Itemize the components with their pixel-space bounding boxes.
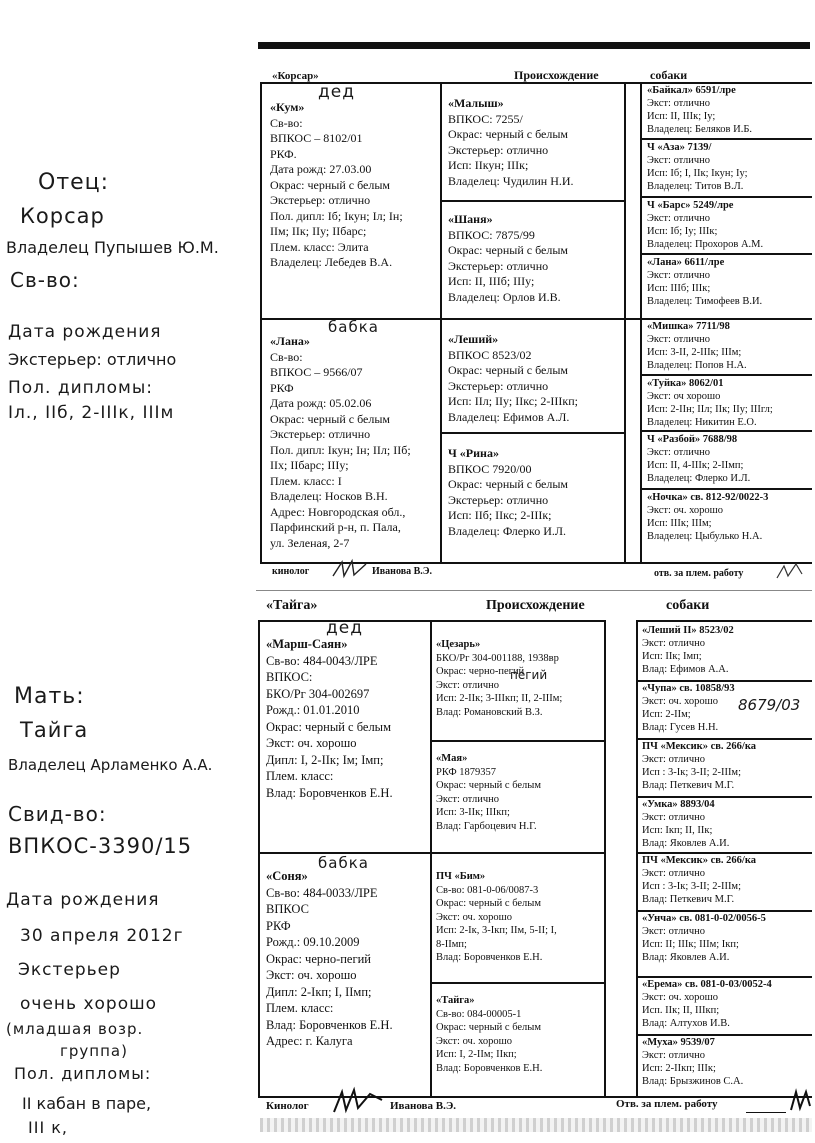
top-gen2-line: Ч «Рина» [448,446,499,460]
top-gen3-line: Экст: отлично [647,155,711,166]
top-grandmother-line: Парфинский р-н, п. Пала, [270,520,401,534]
top-gen3-line: Исп: IIIк; IIIм; [647,518,712,529]
bottom-gen2-line: Влад: Романовский В.З. [436,706,543,718]
bottom-grid-col3 [636,620,638,1096]
top-gen2-line: ВПКОС 8523/02 [448,347,532,362]
bottom-gen2-line: Исп: 2-IIк; 3-IIIкп; II, 2-IIIм; [436,693,563,704]
bottom-gen3-line: «Муха» 9539/07 [642,1037,715,1048]
top-grandmother-line: Плем. класс: I [270,473,342,488]
top-gen2-4 [448,446,568,539]
top-grandmother-line: РКФ [270,380,294,395]
top-gen2-line: Владелец: Чудилин Н.И. [448,173,574,188]
top-gen2-line: Экстерьер: отлично [448,142,549,157]
bottom-grid-top-right [636,620,812,622]
bottom-gen3-line: Влад: Брызжинов С.А. [642,1076,744,1087]
bottom-grandfather-line: Св-во: 484-0043/ЛРЕ [266,653,378,668]
top-kinolog-label: кинолог [272,566,310,577]
pedigree-sheet-mother [0,590,815,1143]
top-grandmother-line: IIх; IIбарс; IIIу; [270,458,349,472]
top-gen2-line: ВПКОС: 7255/ [448,111,523,126]
top-gen3-line: Исп: II, IIIк; Iу; [647,111,716,122]
bottom-sheet-edge [256,590,812,591]
bottom-gen2-line: Экст: отлично [436,679,500,691]
top-grandfather-line: «Кум» [270,100,305,114]
bottom-grandfather-line: БКО/Рг 304-002697 [266,686,370,701]
top-grandfather-line: РКФ. [270,146,297,161]
bottom-grid-mid [258,852,604,854]
hw-mother-svo: ВПКОС-3390/15 [8,834,193,858]
top-gen3-line: Исп: 3-II, 2-IIIк; IIIм; [647,347,742,358]
bottom-gen2-line: Св-во: 084-00005-1 [436,1008,522,1020]
top-gen3-line: Экст: оч. хорошо [647,505,724,516]
top-hw-grandfather: дед [318,82,355,102]
bottom-kinolog-name: Иванова В.Э. [390,1100,457,1112]
bottom-gen2-3 [436,870,557,965]
top-gen3-5 [647,320,747,372]
bottom-gen2-2 [436,752,541,833]
bottom-gen2-line: Экст: оч. хорошо [436,911,513,923]
hw-mother-ext: очень хорошо [20,994,158,1014]
top-grandmother-cell [270,334,438,551]
bottom-grandfather-line: Дипл: I, 2-IIк; Iм; Iмп; [266,752,384,767]
bottom-hw-chupa-number: 8679/03 [738,696,801,714]
bottom-gen3-line: Влад: Яковлев А.И. [642,838,730,849]
top-grid-col3a [624,82,626,562]
top-gen2-line: ВПКОС: 7875/99 [448,227,535,242]
top-gen3-line: Владелец: Прохоров А.М. [647,239,764,250]
bottom-gen2-line: 8-IIмп; [436,938,467,950]
hw-mother-ext-label: Экстерьер [18,960,121,980]
bottom-kinolog-label: Кинолог [266,1100,309,1112]
bottom-grandfather-line: «Марш-Саян» [266,637,348,651]
top-gen3-line: Владелец: Флерко И.Л. [647,473,751,484]
bottom-gen2-line: БКО/Рг 304-001188, 1938вр [436,652,559,664]
bottom-grandfather-line: Экст: оч. хорошо [266,736,357,750]
top-gen3-line: Ч «Барс» 5249/лре [647,200,734,211]
bottom-gen3-line: Экст: отлично [642,812,706,823]
hw-father-svo: Св-во: [10,268,80,292]
bottom-header-dog: собаки [666,598,710,613]
top-gen3-line: Экст: оч хорошо [647,391,721,402]
bottom-grandfather-line: Окрас: черный с белым [266,719,391,734]
top-gen3-7 [647,433,750,485]
bottom-grandmother-line: «Соня» [266,869,308,883]
top-gen2-line: Экстерьер: отлично [448,492,549,507]
hw-father-label: Отец: [38,170,110,195]
bottom-gen3-line: «Чупа» св. 10858/93 [642,683,735,694]
top-gen2-line: «Малыш» [448,96,504,110]
top-resp-signature [774,560,806,582]
top-grandfather-line: Экстерьер: отлично [270,193,371,207]
top-gen3-line: Исп: IIIб; IIIк; [647,283,711,294]
bottom-resp-underline [746,1112,786,1113]
top-grid-left [260,82,262,562]
top-gen3-line: Исп: Iб; I, IIк; Iкун; Iу; [647,168,748,179]
bottom-gen2-line: Влад: Гарбоцевич Н.Г. [436,820,537,832]
bottom-gen3-line: Исп: II; IIIк; IIIм; Iкп; [642,939,739,950]
top-grid-g3-6 [640,430,812,432]
bottom-gen3-line: Исп: IIк; Iмп; [642,651,702,662]
bottom-grandmother-line: Влад: Боровченков Е.Н. [266,1017,393,1032]
bottom-gen2-line: РКФ 1879357 [436,766,497,778]
bottom-gen3-8 [642,1036,743,1088]
top-gen2-line: Окрас: черный с белым [448,127,568,141]
bottom-gen3-line: Экст: отлично [642,868,706,879]
top-gen2-line: Владелец: Орлов И.В. [448,289,561,304]
hw-mother-svo-label: Свид-во: [8,802,107,826]
top-gen2-line: Окрас: черный с белым [448,243,568,257]
bottom-grandfather-line: ВПКОС: [266,670,313,684]
top-gen2-line: Владелец: Ефимов А.Л. [448,409,570,424]
bottom-hw-grandfather: дед [326,618,363,638]
bottom-gen3-line: Экст: отлично [642,754,706,765]
top-gen2-line: Исп: II, IIIб; IIIу; [448,274,535,288]
top-grid-g3-1 [640,138,812,140]
bottom-gen3-4 [642,798,729,850]
top-grid-g3-5 [640,374,812,376]
top-grid-q1 [440,200,624,202]
top-gen2-2 [448,212,568,305]
top-gen2-3 [448,332,578,425]
bottom-gen3-3 [642,740,756,792]
top-gen3-line: Исп: Iб; Iу; IIIк; [647,226,718,237]
top-header-origin: Происхождение [514,68,599,82]
top-gen3-line: Владелец: Беляков И.Б. [647,124,752,135]
top-gen2-line: Экстерьер: отлично [448,258,549,273]
bottom-gen3-7 [642,978,772,1030]
bottom-grid-q1 [430,740,604,742]
bottom-grandfather-line: Влад: Боровченков Е.Н. [266,785,393,800]
bottom-gen3-line: Исп: 2-IIкп; IIIк; [642,1063,716,1074]
bottom-gen2-line: Экст: оч. хорошо [436,1035,513,1047]
bottom-gen2-line: Влад: Боровченков Е.Н. [436,1062,543,1074]
top-grandmother-line: ВПКОС – 9566/07 [270,365,363,379]
bottom-gen3-line: Исп: Iкп; II, IIк; [642,825,713,836]
top-gen3-line: «Ночка» св. 812-92/0022-3 [647,492,769,503]
bottom-grandmother-line: ВПКОС [266,902,309,916]
bottom-grandfather-line: Плем. класс: [266,769,334,783]
top-header-name: «Корсар» [272,70,319,82]
top-gen3-1 [647,84,752,136]
top-gen3-line: Владелец: Попов Н.А. [647,360,747,371]
bottom-grandmother-line: Экст: оч. хорошо [266,968,357,982]
bottom-hw-cezar-color: пегий [510,668,548,682]
top-gen3-line: Владелец: Тимофеев В.И. [647,296,763,307]
bottom-gen3-line: Влад: Петкевич М.Г. [642,894,735,905]
top-grandfather-line: Дата рожд: 27.03.00 [270,162,372,176]
top-kinolog-name: Иванова В.Э. [372,566,433,577]
bottom-gen3-line: Влад: Гусев Н.Н. [642,722,719,733]
bottom-gen3-line: «Леший II» 8523/02 [642,625,734,636]
top-grandfather-line: Плем. класс: Элита [270,239,369,254]
hw-mother-group2: группа) [60,1042,128,1060]
top-gen2-line: ВПКОС 7920/00 [448,461,532,476]
top-gen3-line: «Туйка» 8062/01 [647,378,724,389]
top-gen3-line: Экст: отлично [647,270,711,281]
top-resp-label: отв. за плем. работу [654,568,744,579]
bottom-gen2-4 [436,994,542,1075]
bottom-gen2-line: Окрас: черно-пегий [436,666,525,677]
hw-mother-group1: (младшая возр. [6,1020,144,1038]
bottom-grandmother-line: Рожд.: 09.10.2009 [266,935,360,949]
top-gen2-1 [448,96,574,189]
top-grandmother-line: Св-во: [270,349,303,364]
top-grandfather-line: IIм; IIк; IIу; IIбарс; [270,224,367,238]
top-grandfather-line: Св-во: [270,115,303,130]
top-gen2-line: Исп: IIл; IIу; IIкс; 2-IIIкп; [448,394,578,408]
top-gen3-2 [647,141,748,193]
bottom-gen3-line: Экст: отлично [642,926,706,937]
top-gen3-line: «Мишка» 7711/98 [647,321,730,332]
top-grandfather-cell [270,100,438,271]
bottom-gen3-6 [642,912,766,964]
top-grandmother-line: Экстерьер: отлично [270,427,371,441]
top-grid-q3 [440,432,624,434]
top-grandmother-line: Адрес: Новгородская обл., [270,504,406,519]
top-gen3-line: Владелец: Титов В.Л. [647,181,744,192]
bottom-gen3-line: Влад: Петкевич М.Г. [642,780,735,791]
top-black-bar [258,42,810,49]
top-gen3-4 [647,256,762,308]
bottom-gen2-line: Экст: отлично [436,793,500,805]
top-grandfather-line: Владелец: Лебедев В.А. [270,255,393,269]
top-grid-col3b [640,82,642,562]
bottom-gen3-line: Исп : 3-Iк; 3-II; 2-IIIм; [642,881,741,892]
hw-mother-dipl1: II кабан в паре, [22,1094,152,1113]
top-gen3-line: Владелец: Никитин Е.О. [647,417,757,428]
bottom-gen3-line: «Умка» 8893/04 [642,799,715,810]
top-grandmother-line: ул. Зеленая, 2-7 [270,535,350,550]
bottom-gen2-line: «Цезарь» [436,639,481,650]
top-grid-g3-7 [640,488,812,490]
top-grid-g3-2 [640,196,812,198]
bottom-gen3-line: Исп : 3-Iк; 3-II; 2-IIIм; [642,767,741,778]
bottom-gen3-line: Влад: Алтухов И.В. [642,1018,730,1029]
hw-mother-dipl2: III к, [28,1118,68,1137]
bottom-grandmother-line: Св-во: 484-0033/ЛРЕ [266,885,378,900]
top-gen2-line: «Шаня» [448,212,493,226]
bottom-gen2-line: Исп: I, 2-IIм; IIкп; [436,1049,517,1060]
bottom-gen3-line: Экст: отлично [642,1050,706,1061]
bottom-gen2-line: Влад: Боровченков Е.Н. [436,952,543,963]
bottom-scan-noise [260,1118,812,1132]
top-gen2-line: Исп: IIкун; IIIк; [448,158,529,172]
hw-mother-label: Мать: [14,684,85,709]
bottom-gen3-line: Экст: отлично [642,638,706,649]
bottom-gen2-line: Исп: 3-IIк; IIIкп; [436,807,510,818]
top-grandmother-line: Окрас: черный с белым [270,411,390,426]
bottom-gen3-line: Экст: оч. хорошо [642,696,719,707]
top-gen2-line: Окрас: черный с белым [448,477,568,491]
bottom-grandmother-line: Адрес: г. Калуга [266,1034,353,1048]
bottom-resp-signature [788,1088,814,1114]
bottom-gen3-5 [642,854,756,906]
bottom-gen2-line: Окрас: черный с белым [436,898,541,909]
top-gen3-3 [647,199,763,251]
top-gen3-line: Экст: отлично [647,447,711,458]
top-grid-col2 [440,82,442,562]
bottom-gen2-line: Окрас: черный с белым [436,1022,541,1033]
bottom-grid-col2-right [604,620,606,1096]
hw-diplomas: Iл., IIб, 2-IIIк, IIIм [8,403,175,423]
top-gen3-line: Исп: 2-IIн; IIл; IIк; IIу; IIIгл; [647,404,773,415]
hw-mother-owner: Владелец Арламенко А.А. [8,756,213,774]
bottom-header-name: «Тайга» [266,598,318,613]
top-gen3-line: Владелец: Цыбулько Н.А. [647,531,763,542]
bottom-gen2-line: «Тайга» [436,995,475,1006]
bottom-resp-label: Отв. за плем. работу [616,1098,718,1110]
top-gen2-line: Исп: IIб; IIкс; 2-IIIк; [448,508,552,522]
bottom-hw-grandmother: бабка [318,854,369,872]
top-gen3-line: Ч «Разбой» 7688/98 [647,434,738,445]
bottom-gen3-line: Влад: Яковлев А.И. [642,952,730,963]
top-gen3-line: Экст: отлично [647,334,711,345]
hw-exterior: Экстерьер: отлично [8,350,177,369]
bottom-grandmother-line: Окрас: черно-пегий [266,951,371,966]
top-gen2-line: «Леший» [448,332,499,346]
hw-mother-name: Тайга [20,718,89,742]
bottom-gen3-line: «Ерема» св. 081-0-03/0052-4 [642,979,772,990]
bottom-gen3-1 [642,624,734,676]
top-grid-g3-3 [640,253,812,255]
bottom-kinolog-signature [330,1086,386,1116]
bottom-gen2-line: Окрас: черный с белым [436,780,541,791]
top-gen2-line: Окрас: черный с белым [448,363,568,377]
top-gen2-line: Экстерьер: отлично [448,378,549,393]
bottom-grid-q3 [430,982,604,984]
bottom-gen3-line: «Унча» св. 081-0-02/0056-5 [642,913,766,924]
hw-diplomas-label: Пол. дипломы: [8,378,154,398]
bottom-grandmother-cell [266,868,428,1050]
bottom-gen3-line: ПЧ «Мексик» св. 266/ка [642,741,756,752]
bottom-grandmother-line: РКФ [266,918,291,933]
top-gen3-8 [647,491,768,543]
top-header-dog: собаки [650,68,688,82]
top-grandfather-line: ВПКОС – 8102/01 [270,131,363,145]
bottom-gen3-2 [642,682,735,734]
top-gen3-line: Экст: отлично [647,213,711,224]
bottom-gen3-line: Влад: Ефимов А.А. [642,664,729,675]
top-grandmother-line: Дата рожд: 05.02.06 [270,396,372,410]
bottom-gen2-line: «Мая» [436,753,468,764]
top-gen3-line: Экст: отлично [647,98,711,109]
bottom-gen3-line: Исп. IIк; II, IIIкп; [642,1005,720,1016]
bottom-grandmother-line: Плем. класс: [266,1001,334,1015]
top-grandmother-line: «Лана» [270,334,310,348]
top-gen3-6 [647,377,773,429]
bottom-grandfather-line: Рожд.: 01.01.2010 [266,703,360,717]
top-grandmother-line: Владелец: Носков В.Н. [270,489,388,503]
bottom-gen2-line: Исп: 2-Iк, 3-Iкп; IIм, 5-II; I, [436,925,557,936]
bottom-gen3-line: ПЧ «Мексик» св. 266/ка [642,855,756,866]
bottom-gen2-line: Св-во: 081-0-06/0087-3 [436,884,539,896]
bottom-gen3-line: Экст: оч. хорошо [642,992,719,1003]
top-gen3-line: «Лана» 6611/лре [647,257,725,268]
hw-mother-birth-label: Дата рождения [6,890,160,910]
top-kinolog-signature [330,558,370,580]
top-gen2-line: Владелец: Флерко И.Л. [448,523,567,538]
bottom-gen2-line: ПЧ «Бим» [436,871,486,882]
top-hw-grandmother: бабка [328,318,379,336]
top-gen3-line: «Байкал» 6591/лре [647,85,736,96]
bottom-grid-left [258,620,260,1096]
top-gen3-line: Ч «Аза» 7139/ [647,142,712,153]
top-grandfather-line: Пол. дипл: Iб; Iкун; Iл; Iн; [270,208,403,223]
bottom-gen3-line: Исп: 2-IIм; [642,709,691,720]
hw-mother-dipl-label: Пол. дипломы: [14,1064,152,1083]
bottom-header-origin: Происхождение [486,598,585,613]
hw-birth-label: Дата рождения [8,322,162,342]
top-gen3-line: Исп: II, 4-IIIк; 2-IIмп; [647,460,744,471]
hw-father-owner: Владелец Пупышев Ю.М. [6,238,219,257]
hw-mother-birth: 30 апреля 2012г [20,926,184,946]
bottom-grandfather-cell [266,636,428,801]
hw-father-name: Корсар [20,204,105,228]
bottom-grandmother-line: Дипл: 2-Iкп; I, IIмп; [266,984,372,999]
top-grandmother-line: Пол. дипл: Iкун; Iн; IIл; IIб; [270,442,411,457]
top-grandfather-line: Окрас: черный с белым [270,177,390,192]
bottom-grid-col2 [430,620,432,1096]
